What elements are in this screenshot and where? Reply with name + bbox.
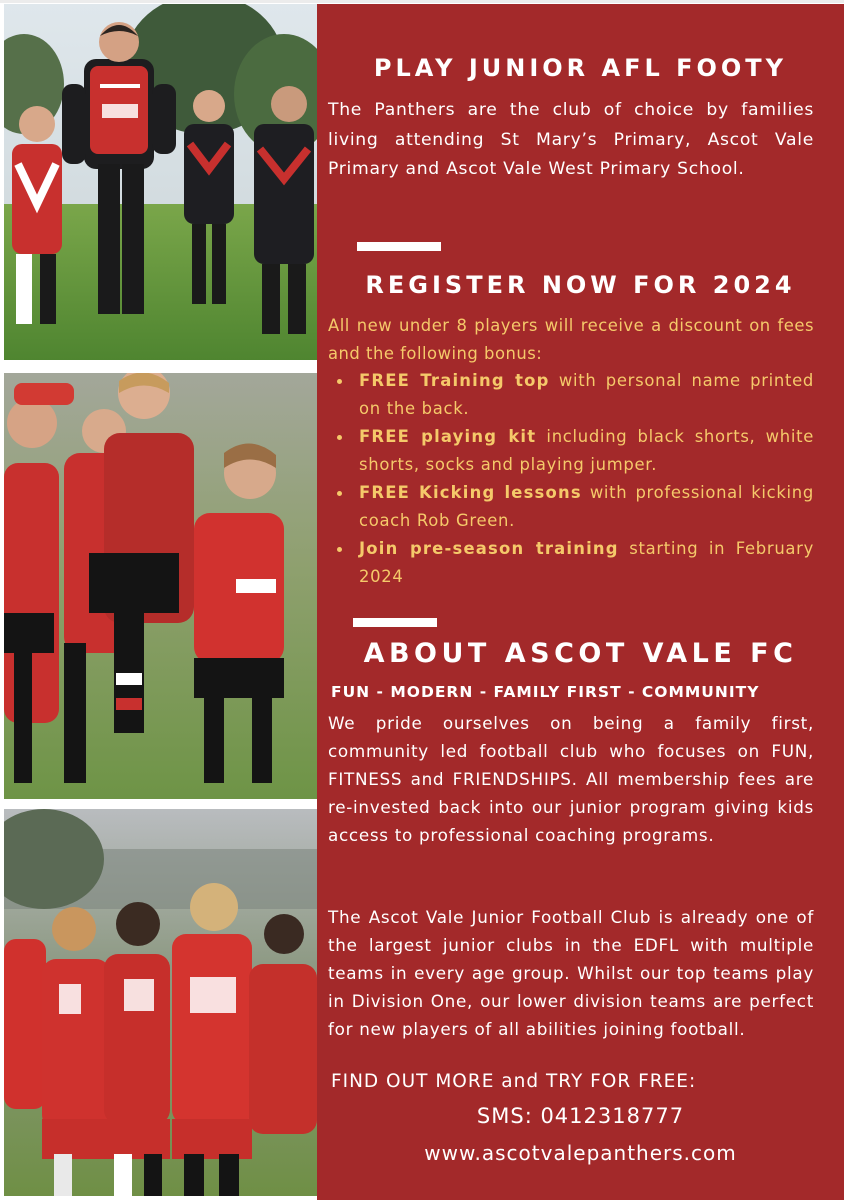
bullet-icon bbox=[337, 379, 342, 384]
sms-number: SMS: 0412318777 bbox=[476, 1104, 685, 1128]
bonus-item-playing-kit: FREE playing kit including black shorts, white shorts, socks and playing jumper. bbox=[328, 423, 814, 479]
photo-column bbox=[4, 4, 317, 1196]
about-paragraph-1: We pride ourselves on being a family first, community led football club who focuses on FUN, FITNESS and FRIENDSHIPS. All membership fees are re-invested back into our junior program giving kids access to professional coaching programs. bbox=[328, 713, 814, 845]
bullet-icon bbox=[337, 435, 342, 440]
photo-coach-and-players-running bbox=[4, 4, 317, 360]
heading-about-ascot-vale-fc: ABOUT ASCOT VALE FC bbox=[363, 638, 798, 669]
website-link[interactable]: www.ascotvalepanthers.com bbox=[424, 1141, 737, 1165]
info-panel bbox=[317, 4, 844, 1200]
photo-players-celebrating bbox=[4, 373, 317, 799]
bonus-item-kicking-lessons: FREE Kicking lessons with professional kicking coach Rob Green. bbox=[328, 479, 814, 535]
heading-register-now: REGISTER NOW FOR 2024 bbox=[365, 271, 796, 299]
club-of-choice-paragraph: The Panthers are the club of choice by families living attending St Mary’s Primary, Ascot Vale Primary and Ascot Vale West Primary School. bbox=[328, 100, 814, 180]
bullet-icon bbox=[337, 547, 342, 552]
registration-intro: All new under 8 players will receive a discount on fees and the following bonus: bbox=[328, 316, 814, 363]
bonus-item-preseason-training: Join pre-season training starting in February 2024 bbox=[328, 535, 814, 591]
about-paragraph-2: The Ascot Vale Junior Football Club is already one of the largest junior clubs in the EDFL with multiple teams in every age group. Whilst our top teams play in Division One, our lower division teams are perfect for new players of all abilities joining football. bbox=[328, 907, 814, 1039]
club-tagline: FUN - MODERN - FAMILY FIRST - COMMUNITY bbox=[331, 683, 760, 701]
page-top-edge bbox=[0, 0, 844, 3]
photo-girls-team-huddle bbox=[4, 809, 317, 1196]
bonus-item-training-top: FREE Training top with personal name printed on the back. bbox=[328, 367, 814, 423]
bullet-icon bbox=[337, 491, 342, 496]
section-divider bbox=[357, 242, 441, 251]
section-divider bbox=[353, 618, 437, 627]
heading-play-junior-afl-footy: PLAY JUNIOR AFL FOOTY bbox=[373, 54, 788, 82]
bonus-list bbox=[328, 367, 814, 591]
find-out-more-text: FIND OUT MORE and TRY FOR FREE: bbox=[331, 1071, 697, 1092]
